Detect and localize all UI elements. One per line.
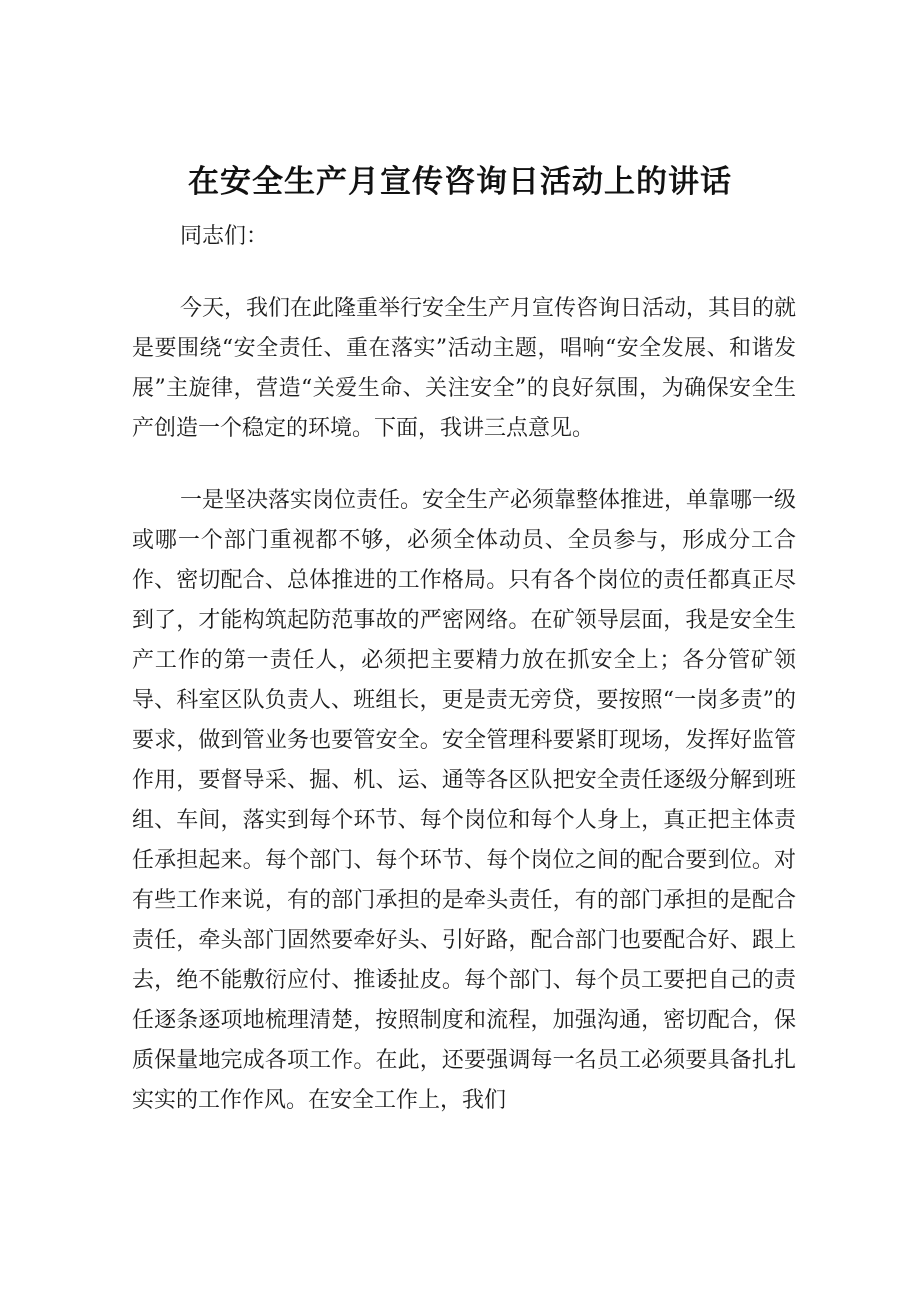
- paragraph-intro: 今天，我们在此隆重举行安全生产月宣传咨询日活动，其目的就是要围绕“安全责任、重在落实”活动主题，唱响“安全发展、和谐发展”主旋律，营造“关爱生命、关注安全”的良好氛围，为确保安全生产创造一个稳定的环境。下面，我讲三点意见。: [132, 296, 797, 441]
- salutation: 同志们：: [180, 224, 269, 249]
- document-body: [132, 217, 796, 1153]
- document-title: 在安全生产月宣传咨询日活动上的讲话: [188, 164, 732, 200]
- paragraph-point-one: 一是坚决落实岗位责任。安全生产必须靠整体推进，单靠哪一级或哪一个部门重视都不够，必须全体动员、全员参与，形成分工合作、密切配合、总体推进的工作格局。只有各个岗位的责任都真正尽到了，才能构筑起防范事故的严密网络。在矿领导层面，我是安全生产工作的第一责任人，必须把主要精力放在抓安全上；各分管矿领导、科室区队负责人、班组长，更是责无旁贷，要按照“一岗多责”的要求，做到管业务也要管安全。安全管理科要紧盯现场，发挥好监管作用，要督导采、掘、机、运、通等各区队把安全责任逐级分解到班组、车间，落实到每个环节、每个岗位和每个人身上，真正把主体责任承担起来。每个部门、每个环节、每个岗位之间的配合要到位。对有些工作来说，有的部门承担的是牵头责任，有的部门承担的是配合责任，牵头部门固然要牵好头、引好路，配合部门也要配合好、跟上去，绝不能敷衍应付、推诿扯皮。每个部门、每个员工要把自己的责任逐条逐项地梳理清楚，按照制度和流程，加强沟通，密切配合，保质保量地完成各项工作。在此，还要强调每一名员工必须要具备扎扎实实的工作作风。在安全工作上，我们: [132, 488, 797, 1113]
